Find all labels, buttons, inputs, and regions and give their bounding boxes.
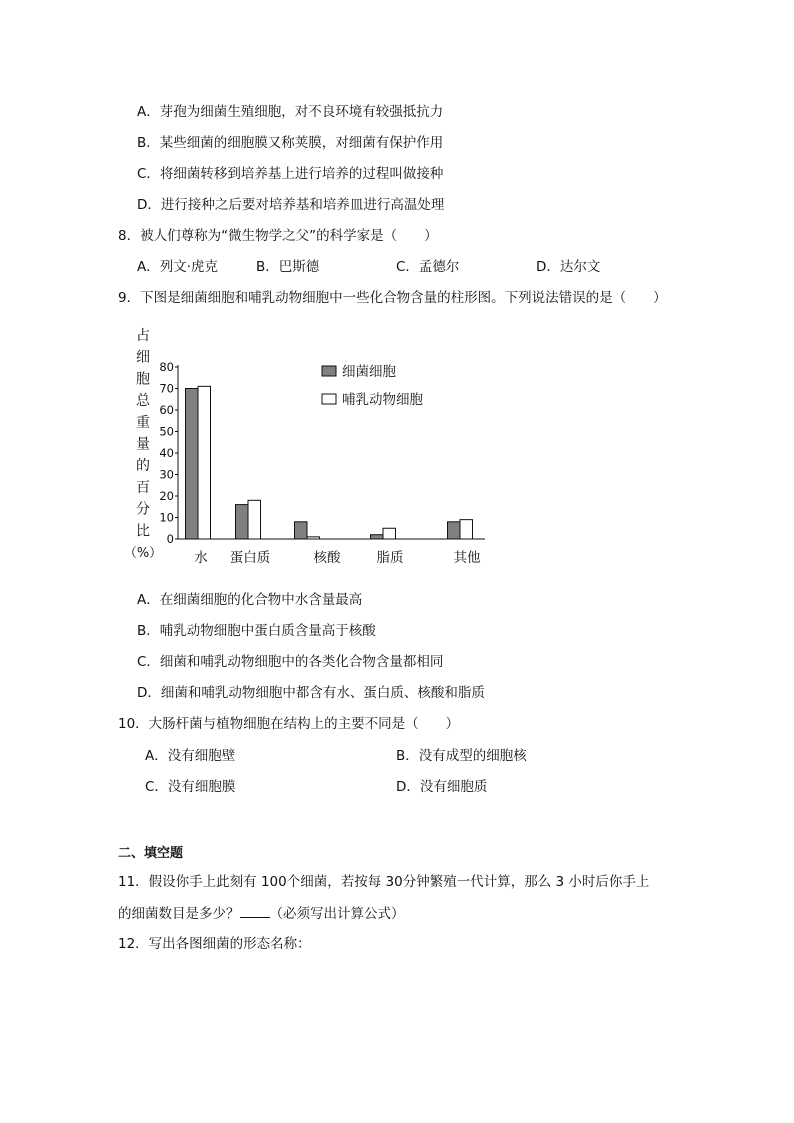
chart-axes — [175, 365, 485, 539]
q8-option-a: A．列文·虎克 — [137, 259, 219, 275]
q7-option-a: A．芽孢为细菌生殖细胞，对不良环境有较强抵抗力 — [137, 104, 444, 120]
q10-option-a: A．没有细胞壁 — [145, 748, 236, 764]
q10-option-d: D．没有细胞质 — [396, 779, 488, 795]
q11-line2 — [118, 903, 405, 924]
bar-bacteria — [371, 535, 384, 539]
section-title-fill-in: 二、填空题 — [118, 846, 184, 861]
y-tick-labels — [159, 360, 174, 546]
q9-stem: 9．下图是细菌细胞和哺乳动物细胞中一些化合物含量的柱形图。下列说法错误的是（ ） — [118, 290, 667, 306]
y-label-char: 比 — [136, 523, 150, 540]
y-label-char: 重 — [136, 414, 150, 431]
legend-label: 哺乳动物细胞 — [342, 392, 423, 408]
y-label-char: 占 — [136, 328, 150, 344]
y-label-char: 百 — [136, 479, 150, 496]
q12-stem: 12．写出各图细菌的形态名称： — [118, 936, 311, 952]
q8-option-b: B．巴斯德 — [256, 259, 320, 275]
y-label-char: 胞 — [136, 371, 150, 388]
q7-option-c: C．将细菌转移到培养基上进行培养的过程叫做接种 — [137, 166, 444, 182]
y-axis-label — [124, 327, 162, 561]
q10-stem: 10．大肠杆菌与植物细胞在结构上的主要不同是（ ） — [118, 716, 460, 732]
q11-instruction: （必须写出计算公式） — [269, 906, 405, 922]
bar-mammal — [307, 537, 320, 539]
q10-option-c: C．没有细胞膜 — [145, 779, 236, 795]
chart-legend — [322, 364, 423, 408]
chart-bars — [186, 386, 473, 539]
y-label-unit: （%） — [123, 546, 163, 561]
q9-option-b: B．哺乳动物细胞中蛋白质含量高于核酸 — [137, 623, 376, 639]
y-tick-label: 50 — [159, 424, 174, 439]
y-label-char: 量 — [136, 436, 150, 453]
bar-bacteria — [186, 389, 199, 540]
y-label-char: 细 — [136, 349, 150, 366]
y-label-char: 分 — [136, 501, 150, 518]
y-tick-label: 20 — [159, 489, 174, 503]
q9-option-c: C．细菌和哺乳动物细胞中的各类化合物含量都相同 — [137, 654, 444, 670]
y-tick-label: 70 — [159, 381, 174, 396]
q10-option-b: B．没有成型的细胞核 — [396, 748, 527, 764]
x-tick-label: 水 — [194, 550, 208, 566]
y-tick-label: 30 — [159, 467, 174, 482]
legend-swatch — [322, 394, 336, 404]
bar-bacteria — [448, 522, 461, 539]
y-label-char: 的 — [136, 458, 150, 475]
y-tick-label: 60 — [159, 403, 174, 417]
legend-label: 细菌细胞 — [342, 364, 396, 380]
q8-stem: 8．被人们尊称为“微生物学之父”的科学家是（ ） — [118, 228, 438, 244]
bar-bacteria — [295, 522, 308, 539]
x-tick-label: 其他 — [453, 550, 481, 566]
y-tick-label: 10 — [159, 510, 174, 525]
q9-option-a: A．在细菌细胞的化合物中水含量最高 — [137, 592, 363, 608]
q8-option-d: D．达尔文 — [536, 259, 601, 275]
y-tick-label: 40 — [159, 446, 174, 460]
x-tick-label: 蛋白质 — [229, 550, 271, 566]
legend-swatch — [322, 366, 336, 376]
q11-line1: 11．假设你手上此刻有 100个细菌，若按每 30分钟繁殖一代计算，那么 3 小时后你手上 — [118, 874, 650, 890]
x-tick-labels — [194, 549, 481, 566]
bar-mammal — [460, 520, 473, 539]
q7-option-d: D．进行接种之后要对培养基和培养皿进行高温处理 — [137, 197, 445, 213]
q11-answer-blank[interactable] — [240, 903, 270, 918]
bar-bacteria — [236, 505, 249, 539]
q9-option-d: D．细菌和哺乳动物细胞中都含有水、蛋白质、核酸和脂质 — [137, 685, 485, 701]
compound-content-bar-chart — [110, 322, 510, 572]
y-tick-label: 80 — [159, 360, 174, 374]
q7-option-b: B．某些细菌的细胞膜又称荚膜，对细菌有保护作用 — [137, 135, 444, 151]
bar-mammal — [248, 500, 261, 539]
bar-mammal — [383, 528, 396, 539]
y-tick-label: 0 — [166, 532, 174, 546]
y-label-char: 总 — [136, 393, 150, 410]
q11-question-text: 的细菌数目是多少？ — [118, 906, 240, 922]
x-tick-label: 脂质 — [376, 550, 404, 566]
bar-mammal — [198, 386, 211, 539]
x-tick-label: 核酸 — [313, 550, 341, 566]
q8-option-c: C．孟德尔 — [396, 259, 460, 275]
